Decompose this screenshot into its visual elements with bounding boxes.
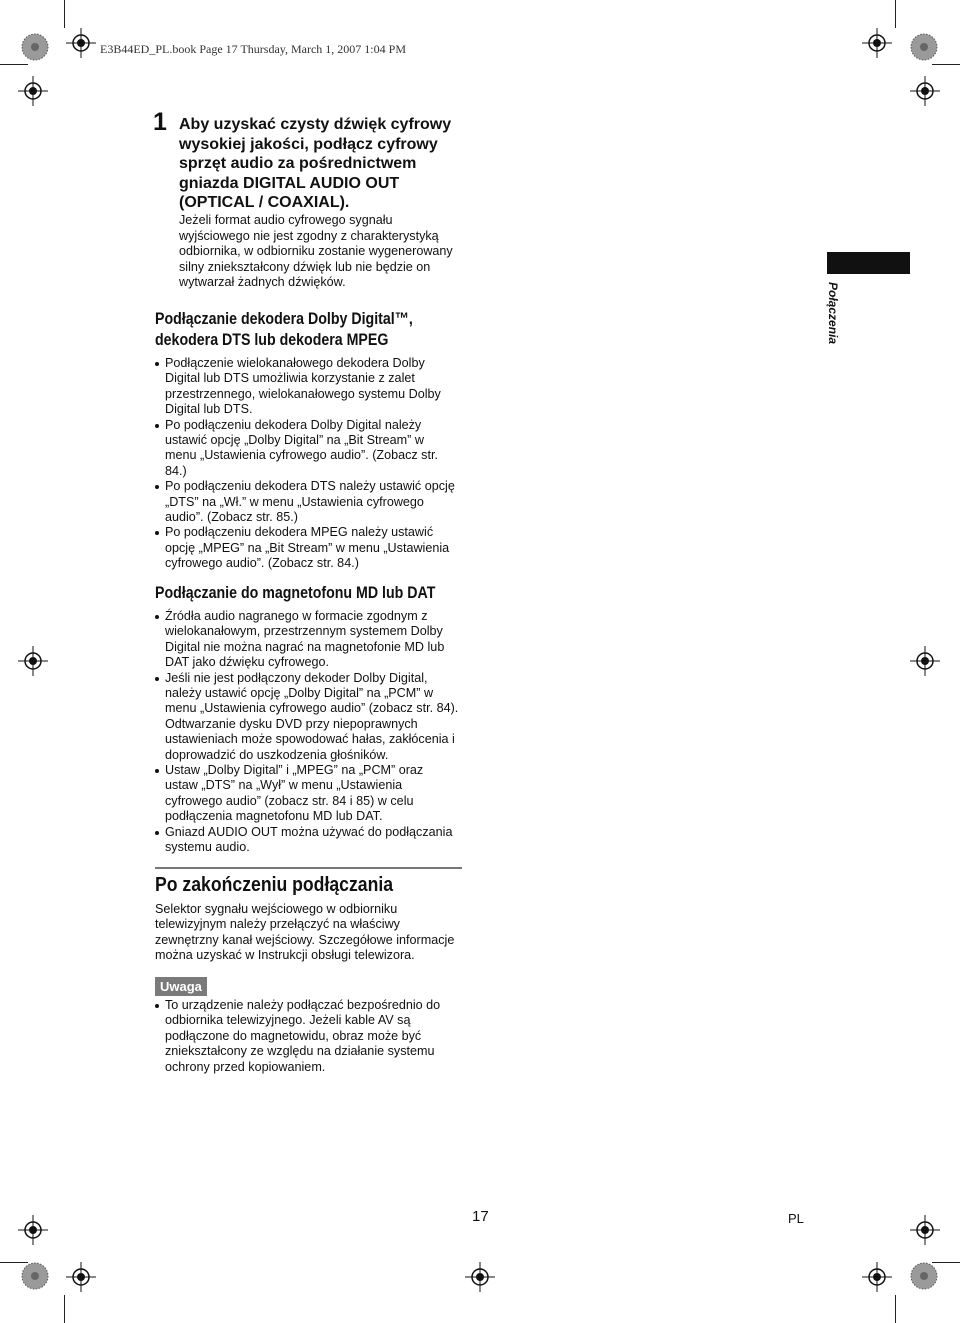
starburst-icon: [910, 33, 938, 61]
registration-mark-icon: [66, 1262, 96, 1292]
page-number: 17: [472, 1208, 489, 1225]
step-number: 1: [153, 108, 166, 136]
list-item: Po podłączeniu dekodera Dolby Digital należy ustawić opcję „Dolby Digital” na „Bit Stream” w menu „Ustawienia cyfrowego audio”. (Zobacz str. 84.): [155, 418, 475, 480]
trim-line: [64, 1295, 65, 1323]
registration-mark-icon: [862, 28, 892, 58]
section-heading-after-connecting: Po zakończeniu podłączania: [155, 873, 394, 896]
note-bullet-list: [155, 998, 475, 1075]
list-item: Ustaw „Dolby Digital” i „MPEG” na „PCM” oraz ustaw „DTS” na „Wył” w menu „Ustawienia cyfrowego audio” (zobacz str. 84 i 85) w celu podłączenia magnetofonu MD lub DAT.: [155, 763, 475, 825]
list-item: Źródła audio nagranego w formacie zgodnym z wielokanałowym, przestrzennym systemem Dolby Digital nie można nagrać na magnetofonie MD lub DAT jako dźwięku cyfrowego.: [155, 609, 475, 671]
section-divider: [155, 867, 462, 869]
section-heading-md-dat: Podłączanie do magnetofonu MD lub DAT: [155, 584, 436, 602]
trim-line: [895, 1295, 896, 1323]
after-connecting-paragraph: Selektor sygnału wejściowego w odbiorniku telewizyjnym należy przełączyć na właściwy zewnętrzny kanał wejściowy. Szczegółowe informacje można uzyskać w Instrukcji obsługi telewizora.: [155, 902, 455, 963]
list-item: Podłączenie wielokanałowego dekodera Dolby Digital lub DTS umożliwia korzystanie z zalet przestrzennego, wielokanałowego systemu Dolby Digital lub DTS.: [155, 356, 475, 418]
list-item: Po podłączeniu dekodera DTS należy ustawić opcję „DTS” na „Wł.” w menu „Ustawienia cyfrowego audio”. (Zobacz str. 85.): [155, 479, 475, 525]
md-bullet-list: [155, 609, 475, 856]
registration-mark-icon: [66, 28, 96, 58]
starburst-icon: [910, 1262, 938, 1290]
starburst-icon: [21, 1262, 49, 1290]
trim-line: [0, 64, 28, 65]
dolby-bullet-list: [155, 356, 475, 572]
section-heading-dolby: Podłączanie dekodera Dolby Digital™, dekodera DTS lub dekodera MPEG: [155, 310, 413, 349]
registration-mark-icon: [465, 1262, 495, 1292]
note-badge: Uwaga: [155, 977, 207, 996]
section-tab-marker: [827, 252, 910, 274]
trim-line: [64, 0, 65, 28]
print-header: E3B44ED_PL.book Page 17 Thursday, March 1, 2007 1:04 PM: [100, 42, 406, 56]
starburst-icon: [21, 33, 49, 61]
registration-mark-icon: [910, 646, 940, 676]
list-item: Gniazd AUDIO OUT można używać do podłączania systemu audio.: [155, 825, 475, 856]
step-title: Aby uzyskać czysty dźwięk cyfrowy wysokiej jakości, podłącz cyfrowy sprzęt audio za pośrednictwem gniazda DIGITAL AUDIO OUT (OPTICAL / COAXIAL).: [179, 116, 452, 211]
registration-mark-icon: [18, 76, 48, 106]
trim-line: [932, 64, 960, 65]
list-item: To urządzenie należy podłączać bezpośrednio do odbiornika telewizyjnego. Jeżeli kable AV są podłączone do magnetowidu, obraz może być zniekształcony ze względu na działanie systemu ochrony przed kopiowaniem.: [155, 998, 475, 1075]
section-tab-label: Połączenia: [826, 282, 840, 345]
trim-line: [895, 0, 896, 28]
step-description: Jeżeli format audio cyfrowego sygnału wyjściowego nie jest zgodny z charakterystyką odbiornika, w odbiorniku zostanie wygenerowany silny zniekształcony dźwięk lub nie będzie on wytwarzał żadnych dźwięków.: [179, 213, 453, 289]
registration-mark-icon: [910, 1215, 940, 1245]
registration-mark-icon: [862, 1262, 892, 1292]
registration-mark-icon: [18, 646, 48, 676]
list-item: Jeśli nie jest podłączony dekoder Dolby Digital, należy ustawić opcję „Dolby Digital” na „PCM” w menu „Ustawienia cyfrowego audio” (zobacz str. 84). Odtwarzanie dysku DVD przy niepoprawnych ustawieniach może spowodować hałas, zakłócenia i doprowadzić do uszkodzenia głośników.: [155, 671, 475, 763]
list-item: Po podłączeniu dekodera MPEG należy ustawić opcję „MPEG” na „Bit Stream” w menu „Ustawienia cyfrowego audio”. (Zobacz str. 84.): [155, 525, 475, 571]
registration-mark-icon: [910, 76, 940, 106]
registration-mark-icon: [18, 1215, 48, 1245]
language-code: PL: [788, 1211, 804, 1226]
